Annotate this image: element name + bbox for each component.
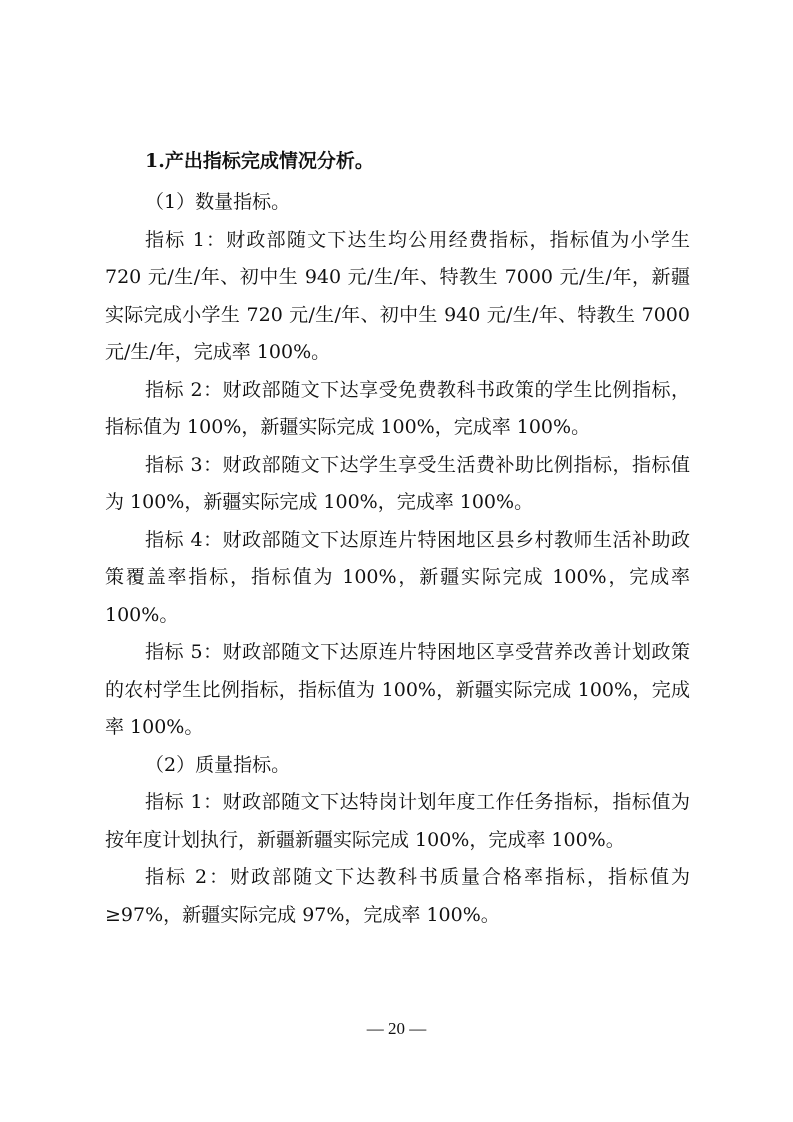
paragraph-quantity-5: 指标 5：财政部随文下达原连片特困地区享受营养改善计划政策的农村学生比例指标，指标值为 100%，新疆实际完成 100%，完成率 100%。: [105, 641, 690, 738]
page-number: — 20 —: [366, 1019, 427, 1038]
subheading-quality: （2）质量指标。: [145, 753, 291, 776]
section-heading: 1.产出指标完成情况分析。: [145, 150, 374, 172]
subheading-quantity: （1）数量指标。: [145, 191, 291, 213]
paragraph-quantity-1: 指标 1：财政部随文下达生均公用经费指标，指标值为小学生 720 元/生/年、初中生 940 元/生/年、特教生 7000 元/生/年，新疆实际完成小学生 720 元/生/年、初中生 940 元/生/年、特教生 7000 元/生/年，完成率 100%。: [105, 228, 690, 363]
paragraph-quantity-2: 指标 2：财政部随文下达享受免费教科书政策的学生比例指标，指标值为 100%，新疆实际完成 100%，完成率 100%。: [105, 378, 690, 438]
page-content: [105, 148, 690, 934]
paragraph-quantity-4: 指标 4：财政部随文下达原连片特困地区县乡村教师生活补助政策覆盖率指标，指标值为 100%，新疆实际完成 100%，完成率 100%。: [105, 528, 690, 626]
paragraph-quality-2: 指标 2：财政部随文下达教科书质量合格率指标，指标值为≥97%，新疆实际完成 97%，完成率 100%。: [105, 866, 690, 926]
paragraph-quality-1: 指标 1：财政部随文下达特岗计划年度工作任务指标，指标值为按年度计划执行，新疆新疆实际完成 100%，完成率 100%。: [105, 791, 690, 851]
paragraph-quantity-3: 指标 3：财政部随文下达学生享受生活费补助比例指标，指标值为 100%，新疆实际完成 100%，完成率 100%。: [105, 453, 690, 513]
